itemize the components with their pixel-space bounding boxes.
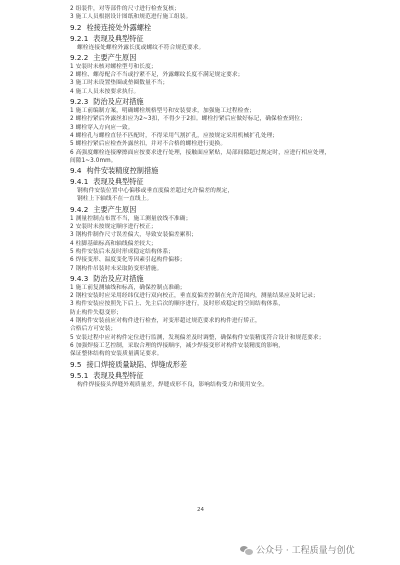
paragraph-line: 保证整体结构的安装质量满足要求。 bbox=[70, 351, 163, 358]
paragraph-line: 1 施工前复测轴线和标高，确保控制点准确； bbox=[70, 284, 186, 291]
section-title: 表现及典型特征 bbox=[93, 33, 144, 43]
section-title: 防治及应对措施 bbox=[93, 97, 144, 107]
section-heading bbox=[70, 23, 340, 33]
paragraph-line: 5 构件安装后未及时形成稳定结构体系； bbox=[70, 248, 175, 255]
paragraph-line: 1 施工前编制方案，明确螺栓规格型号和安装要求，加强施工过程检查； bbox=[70, 108, 256, 115]
paragraph-line: 3 钢构件制作尺寸误差偏大，导致安装偏差累积； bbox=[70, 232, 198, 239]
watermark bbox=[240, 543, 355, 556]
paragraph-line: 3 螺栓穿入方向应一致。 bbox=[70, 124, 134, 131]
section-title: 表现及典型特征 bbox=[93, 177, 144, 187]
paragraph-line: 3 构件安装应按照先下后上、先主后次的顺序进行，及时形成稳定的空间结构体系， bbox=[70, 301, 284, 308]
paragraph-line: 2 组装件，对等部件的尺寸进行检查复核； bbox=[70, 6, 180, 12]
section-number: 9.4.3 bbox=[70, 273, 89, 283]
section-heading bbox=[70, 97, 340, 107]
paragraph-line: 1 测量控制点布置不当，施工测量放线不准确； bbox=[70, 215, 192, 222]
paragraph-line: 6 加强焊接工艺控制，采取合理的焊接顺序，减少焊接变形对构件安装精度的影响， bbox=[70, 342, 284, 349]
section-heading bbox=[70, 205, 340, 215]
section-title: 接口焊接质量缺陷、焊缝成形差 bbox=[86, 359, 188, 369]
section-title: 栓接连接处外露螺栓 bbox=[86, 22, 152, 32]
paragraph-line: 合格后方可安装； bbox=[70, 326, 117, 333]
section-number: 9.5 bbox=[70, 359, 82, 369]
paragraph-line: 4 螺栓孔与螺栓直径不匹配时，不得采用气割扩孔，应按规定采用机械扩孔处理； bbox=[70, 132, 279, 139]
section-number: 9.4.2 bbox=[70, 204, 89, 214]
section-title: 主要产生原因 bbox=[93, 52, 137, 62]
paragraph-line: 3 施工人员根据设计图纸和规范进行施工组装。 bbox=[70, 14, 192, 21]
paragraph-line: 2 螺栓拧紧后外露丝扣应为2~3扣，不得少于2扣。螺栓拧紧后应做好标记，确保检查到位； bbox=[70, 116, 306, 123]
paragraph-line: 间隙1~3.0mm。 bbox=[70, 157, 117, 164]
paragraph-line: 1 安装时未核对螺栓型号和长度； bbox=[70, 63, 157, 70]
section-heading bbox=[70, 166, 340, 176]
section-heading bbox=[70, 360, 340, 370]
paragraph-line: 6 高强度螺栓连接摩擦面应按要求进行处理，接触面应紧贴，局部间隙超过规定时，应进行相应处理， bbox=[70, 149, 331, 156]
paragraph-line: 6 焊接变形、温度变化等因素引起构件偏移； bbox=[70, 257, 186, 264]
paragraph-line: 3 施工时未设置垫圈或垫圈数量不当； bbox=[70, 80, 169, 87]
section-heading bbox=[70, 274, 340, 284]
paragraph-line: 2 安装时未按规定顺序进行校正； bbox=[70, 224, 157, 231]
section-number: 9.2 bbox=[70, 22, 82, 32]
paragraph-line: 4 柱脚基础标高和轴线偏差较大； bbox=[70, 240, 157, 247]
section-number: 9.2.3 bbox=[70, 97, 89, 107]
section-number: 9.5.1 bbox=[70, 370, 89, 380]
watermark-text: 公众号 · 工程质量与创优 bbox=[256, 546, 355, 556]
paragraph-line: 钢构件安装位置中心偏移或垂直度偏差超过允许偏差的规定， bbox=[77, 188, 234, 195]
paragraph-line: 7 钢构件吊装时未采取防变形措施。 bbox=[70, 265, 163, 272]
paragraph-line: 2 螺栓、螺母配合不当或拧紧不足，外露螺纹长度不满足规定要求； bbox=[70, 72, 244, 79]
section-title: 构件安装精度控制措施 bbox=[86, 166, 159, 176]
section-number: 9.4.1 bbox=[70, 177, 89, 187]
paragraph-line: 4 钢构件安装前应对构件进行检查，对变形超过规范要求的构件进行矫正， bbox=[70, 318, 261, 325]
section-heading bbox=[70, 177, 340, 187]
section-title: 防治及应对措施 bbox=[93, 273, 144, 283]
paragraph-line: 防止构件失稳变形； bbox=[70, 309, 123, 316]
section-number: 9.2.2 bbox=[70, 52, 89, 62]
paragraph-line: 2 钢柱安装时应采用经纬仪进行双向校正，垂直度偏差控制在允许范围内，测量结果应及时记录； bbox=[70, 293, 319, 300]
section-number: 9.2.1 bbox=[70, 33, 89, 43]
section-heading bbox=[70, 34, 340, 44]
paragraph-line: 4 施工人员未按要求执行。 bbox=[70, 88, 140, 95]
wechat-icon bbox=[240, 545, 252, 555]
section-number: 9.4 bbox=[70, 166, 82, 176]
section-heading bbox=[70, 53, 340, 63]
section-title: 表现及典型特征 bbox=[93, 370, 144, 380]
page-number: 24 bbox=[197, 507, 204, 513]
paragraph-line: 螺栓连接处螺栓外露长度或螺纹不符合规范要求。 bbox=[77, 44, 205, 51]
paragraph-line: 构件焊接接头焊缝外观质量差，焊缝成形不良，影响结构受力和使用安全。 bbox=[77, 381, 268, 388]
paragraph-line: 5 螺栓拧紧后应检查外露丝扣，并对不合格的螺栓进行更换。 bbox=[70, 141, 227, 148]
paragraph-line: 钢柱上下轴线不在一直线上。 bbox=[77, 196, 153, 203]
section-title: 主要产生原因 bbox=[93, 204, 137, 214]
section-heading bbox=[70, 371, 340, 381]
paragraph-line: 5 安装过程中应对构件定位进行监测，发现偏差及时调整，确保构件安装精度符合设计和规范要求； bbox=[70, 334, 325, 341]
